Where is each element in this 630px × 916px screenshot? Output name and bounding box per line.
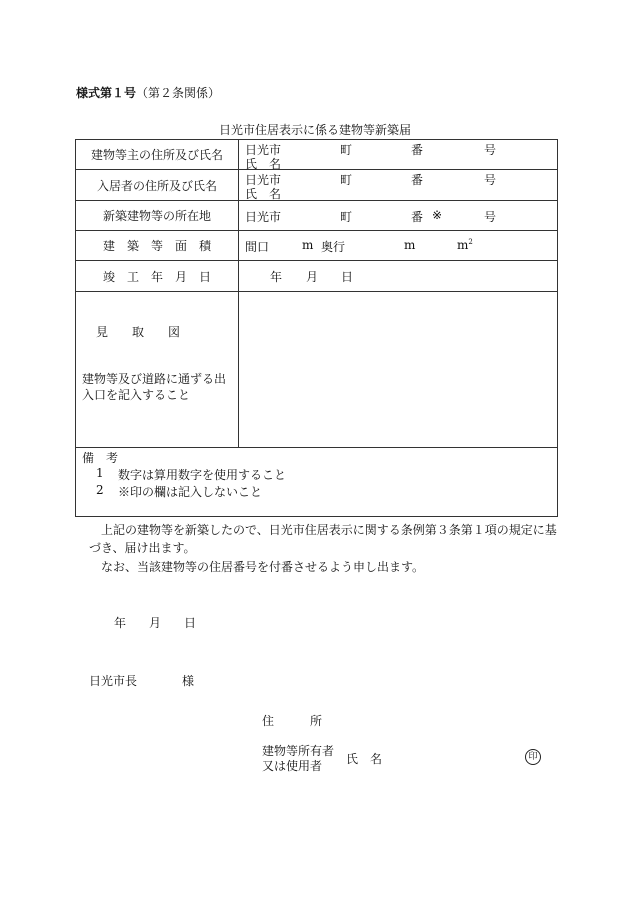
completion-label: 竣 工 年 月 日 (76, 261, 239, 292)
map-note-line2: 入口を記入すること (82, 388, 191, 402)
location-label: 新築建物等の所在地 (76, 201, 239, 231)
applicant-address-label: 住 所 (262, 714, 323, 728)
completion-date-field[interactable] (239, 261, 558, 292)
owner-cho: 町 (340, 143, 353, 157)
area-label: 建 築 等 面 積 (76, 231, 239, 261)
location-go: 号 (484, 210, 497, 224)
body-paragraph1-line1: 上記の建物等を新築したので、日光市住居表示に関する条例第３条第１項の規定に基 (101, 523, 557, 537)
remarks-row (76, 448, 558, 517)
resident-ban: 番 (411, 173, 424, 187)
remarks-item1-number: 1 (96, 466, 104, 480)
resident-city: 日光市 (245, 173, 282, 187)
owner-name-label: 氏 名 (245, 157, 282, 171)
date-day-label: 日 (184, 616, 197, 630)
resident-name-label: 氏 名 (245, 187, 282, 201)
body-paragraph1-line2: づき、届け出ます。 (89, 541, 196, 555)
frontage-label: 間口 (245, 240, 270, 254)
applicant-name-label: 氏 名 (346, 752, 383, 766)
remarks-item2: ※印の欄は記入しないこと (118, 485, 263, 499)
applicant-role-line1: 建物等所有者 (262, 744, 335, 758)
area-field[interactable] (239, 231, 558, 261)
registration-form-table (75, 139, 558, 517)
resident-go: 号 (484, 173, 497, 187)
completion-year: 年 (270, 270, 283, 284)
completion-month: 月 (306, 270, 319, 284)
applicant-role-line2: 又は使用者 (262, 759, 323, 773)
remarks-item1: 数字は算用数字を使用すること (118, 468, 287, 482)
owner-city: 日光市 (245, 143, 282, 157)
seal-icon: 印 (525, 748, 541, 765)
resident-row (76, 170, 558, 201)
date-month-label: 月 (149, 616, 162, 630)
date-year-label: 年 (114, 616, 127, 630)
map-row (76, 292, 558, 448)
depth-unit: m (404, 238, 416, 252)
location-ban: 番 (411, 210, 424, 224)
addressee-honorific: 様 (182, 674, 195, 688)
owner-row (76, 140, 558, 170)
completion-row (76, 261, 558, 292)
depth-label: 奥行 (321, 240, 346, 254)
document-title: 日光市住居表示に係る建物等新築届 (218, 123, 411, 137)
remarks-label: 備 考 (82, 451, 119, 465)
remarks-item2-number: 2 (96, 483, 104, 497)
owner-label: 建物等主の住所及び氏名 (76, 140, 239, 170)
map-drawing-area[interactable] (239, 292, 558, 448)
resident-label: 入居者の住所及び氏名 (76, 170, 239, 201)
location-city: 日光市 (245, 210, 282, 224)
completion-day: 日 (341, 270, 354, 284)
resident-field[interactable] (239, 170, 558, 201)
location-not-fill-mark: ※ (432, 208, 443, 222)
body-paragraph2: なお、当該建物等の住居番号を付番させるよう申し出ます。 (101, 560, 425, 574)
location-row (76, 201, 558, 231)
map-note-line1: 建物等及び道路に通ずる出 (82, 372, 227, 386)
map-label-cell (76, 292, 239, 448)
owner-go: 号 (484, 143, 497, 157)
remarks-cell (76, 448, 558, 517)
owner-ban: 番 (411, 143, 424, 157)
location-cho: 町 (340, 210, 353, 224)
addressee-name: 日光市長 (89, 674, 138, 688)
map-label: 見 取 図 (96, 325, 181, 339)
location-field[interactable] (239, 201, 558, 231)
resident-cho: 町 (340, 173, 353, 187)
area-unit: $m^2$ (457, 238, 473, 252)
form-number-label: 様式第１号（第２条関係） (76, 86, 221, 100)
area-row (76, 231, 558, 261)
owner-field[interactable] (239, 140, 558, 170)
frontage-unit: m (302, 238, 314, 252)
